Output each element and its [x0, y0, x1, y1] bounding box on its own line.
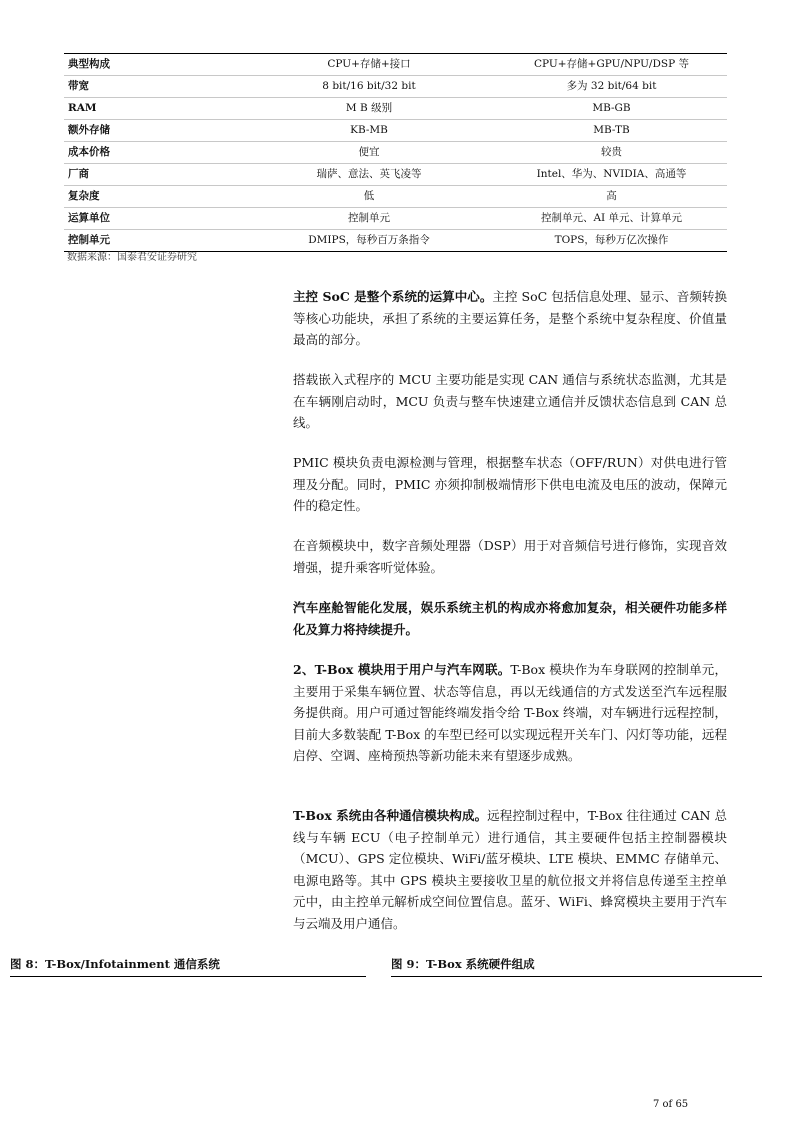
paragraph-pmic	[293, 452, 727, 517]
soc-cell: Intel、华为、NVIDIA、高通等	[536, 168, 687, 180]
paragraph-body: PMIC 模块负责电源检测与管理，根据整车状态（OFF/RUN）对供电进行管理及分配。同时，PMIC 亦须抑制极端情形下供电电流及电压的波动，保障元件的稳定性。	[293, 455, 727, 513]
paragraph-lead: 主控 SoC 是整个系统的运算中心。	[293, 289, 493, 304]
paragraph-lead: T-Box 系统由各种通信模块构成。	[293, 808, 488, 823]
mcu-cell: DMIPS，每秒百万条指令	[308, 234, 430, 246]
paragraph-tbox	[293, 659, 727, 767]
mcu-cell: KB-MB	[350, 124, 388, 136]
table-row	[64, 185, 727, 207]
paragraph-body: 远程控制过程中，T-Box 往往通过 CAN 总线与车辆 ECU（电子控制单元）进行通信，其主要硬件包括主控制器模块（MCU）、GPS 定位模块、WiFi/蓝牙模块、LTE 模块、EMMC 存储单元、电源电路等。其中 GPS 模块主要接收卫星的航位报文并将信息传递至主控单元中，由主控单元解析成空间位置信息。蓝牙、WiFi、蜂窝模块主要用于汽车与云端及用户通信。	[293, 808, 727, 931]
soc-cell: MB-GB	[592, 102, 631, 114]
figure-9-title: 图 9：T-Box 系统硬件组成	[391, 956, 762, 977]
paragraph-mcu	[293, 369, 727, 434]
table-row	[64, 75, 727, 97]
soc-cell: 控制单元、AI 单元、计算单元	[540, 212, 683, 224]
table-row	[64, 207, 727, 229]
paragraph-body: 搭载嵌入式程序的 MCU 主要功能是实现 CAN 通信与系统状态监测，尤其是在车辆刚启动时，MCU 负责与整车快速建立通信并反馈状态信息到 CAN 总线。	[293, 372, 727, 430]
paragraph-body: 在音频模块中，数字音频处理器（DSP）用于对音频信号进行修饰，实现音效增强，提升乘客听觉体验。	[293, 538, 727, 575]
paragraph-body: T-Box 模块作为车身联网的控制单元，主要用于采集车辆位置、状态等信息，再以无线通信的方式发送至汽车远程服务提供商。用户可通过智能终端发指令给 T-Box 终端，对车辆进行远程控制，目前大多数装配 T-Box 的车型已经可以实现远程开关车门、闪灯等功能，远程启停、空调、座椅预热等新功能未来有望逐步成熟。	[293, 662, 727, 763]
figure-8-title: 图 8：T-Box/Infotainment 通信系统	[10, 956, 366, 977]
page-number: 7 of 65	[653, 1099, 689, 1110]
paragraph-summary	[293, 597, 727, 640]
paragraph-tbox-modules	[293, 805, 727, 934]
data-source-note: 数据来源：国泰君安证券研究	[67, 252, 197, 263]
row-label: 额外存储	[68, 124, 110, 136]
mcu-cell: CPU+存储+接口	[327, 58, 411, 70]
soc-cell: 高	[606, 190, 617, 202]
mcu-cell: M B 级别	[345, 102, 393, 114]
paragraph-body: 主控 SoC 包括信息处理、显示、音频转换等核心功能块，承担了系统的主要运算任务，是整个系统中复杂程度、价值量最高的部分。	[293, 289, 727, 347]
row-label: 运算单位	[68, 212, 110, 224]
paragraph-lead: 2、T-Box 模块用于用户与汽车网联。	[293, 662, 511, 677]
soc-cell: TOPS，每秒万亿次操作	[554, 234, 669, 246]
soc-cell: CPU+存储+GPU/NPU/DSP 等	[534, 58, 689, 70]
row-label: 控制单元	[68, 234, 110, 246]
table-row	[64, 119, 727, 141]
table-row	[64, 54, 727, 75]
soc-cell: 较贵	[601, 146, 622, 158]
row-label: 成本价格	[68, 146, 110, 158]
paragraph-lead: 汽车座舱智能化发展，娱乐系统主机的构成亦将愈加复杂，相关硬件功能多样化及算力将持续提升。	[293, 600, 727, 637]
soc-cell: 多为 32 bit/64 bit	[566, 80, 657, 92]
row-label: 厂商	[68, 168, 89, 180]
paragraph-soc	[293, 286, 727, 351]
mcu-cell: 便宜	[358, 146, 380, 158]
row-label: 典型构成	[68, 58, 110, 70]
soc-cell: MB-TB	[593, 124, 630, 136]
comparison-table	[64, 53, 727, 252]
mcu-cell: 8 bit/16 bit/32 bit	[322, 80, 416, 92]
table-row	[64, 141, 727, 163]
row-label: RAM	[68, 102, 97, 114]
paragraph-dsp	[293, 535, 727, 578]
mcu-cell: 瑞萨、意法、英飞凌等	[316, 168, 422, 180]
table-row	[64, 163, 727, 185]
mcu-cell: 低	[363, 190, 375, 202]
row-label: 带宽	[68, 80, 89, 92]
table-row	[64, 97, 727, 119]
mcu-cell: 控制单元	[348, 212, 390, 224]
row-label: 复杂度	[68, 190, 100, 202]
